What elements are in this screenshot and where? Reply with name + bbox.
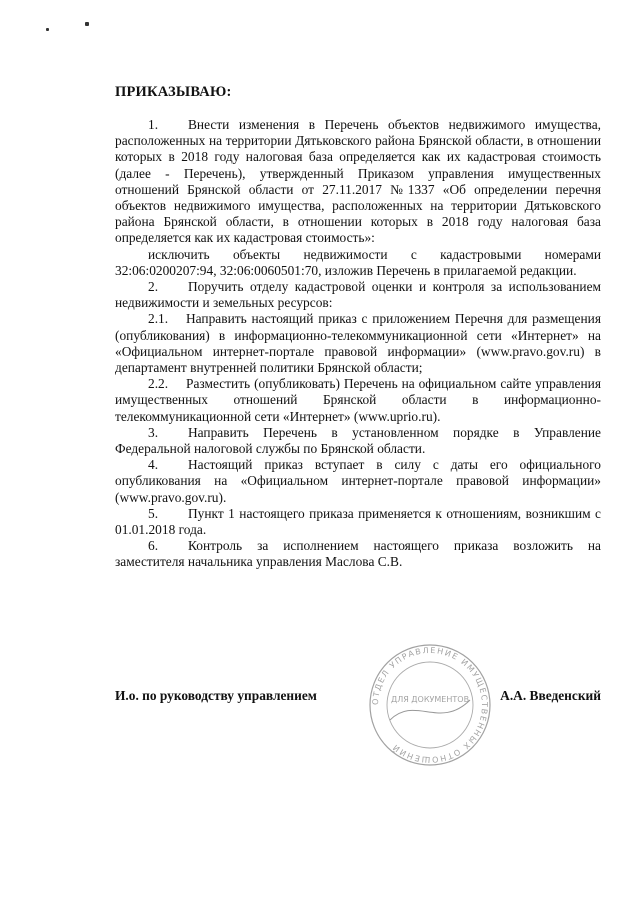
item-text: Разместить (опубликовать) Перечень на официальном сайте управления имущественных отношений Брянской области в информационно-телекоммуникационной сети «Интернет» (www.uprio.ru).: [115, 376, 601, 424]
stamp-outer-ring: [370, 645, 490, 765]
item-text: Поручить отделу кадастровой оценки и контроля за использованием недвижимости и земельных ресурсов:: [115, 279, 601, 311]
item-text: Направить настоящий приказ с приложением Перечня для размещения (опубликования) в информационно-телекоммуникационной сети «Интернет» на «Официальном интернет-портале правовой информации» (www.pravo.gov.ru) в департамент внутренней политики Брянской области;: [115, 311, 601, 376]
scan-dot: [85, 22, 89, 26]
signatory-position: И.о. по руководству управлением: [115, 688, 317, 703]
item-number: 3.: [148, 424, 159, 440]
item-2-2: [115, 376, 601, 425]
item-number: 2.1.: [148, 311, 169, 327]
item-number: 2.: [148, 279, 159, 295]
item-5: [115, 506, 601, 538]
item-number: 4.: [148, 457, 159, 473]
item-number: 1.: [148, 117, 159, 132]
stamp-center-text: ДЛЯ ДОКУМЕНТОВ: [390, 695, 470, 704]
item-number: 6.: [148, 538, 159, 554]
signatory-name: А.А. Введенский: [500, 688, 601, 703]
stamp-inner-ring: [387, 662, 473, 748]
item-text: исключить объекты недвижимости с кадастровыми номерами 32:06:0200207:94, 32:06:0060501:70, изложив Перечень в прилагаемой редакции.: [115, 246, 601, 278]
item-4: [115, 457, 601, 506]
item-2-1: [115, 311, 601, 376]
item-3: [115, 425, 601, 457]
stamp-ring-text: ОТДЕЛ УПРАВЛЕНИЕ ИМУЩЕСТВЕННЫХ ОТНОШЕНИЙ: [370, 645, 490, 765]
item-text: Пункт 1 настоящего приказа применяется к отношениям, возникшим с 01.01.2018 года.: [115, 505, 601, 538]
item-1-sub: [115, 247, 601, 279]
item-number: 2.2.: [148, 376, 169, 392]
item-text: Внести изменения в Перечень объектов недвижимого имущества, расположенных на территории Дятьковского района Брянской области, в отношении которых в 2018 году налоговая база определяется как их кадастровая стоимость (далее - Перечень), утвержденный Приказом управления имущественных отношений Брянской области от 27.11.2017 №1337 «Об определении перечня объектов недвижимого имущества, расположенных на территории Дятьковского района Брянской области, в отношении которых в 2018 году налоговая база определяется как их кадастровая стоимость»:: [115, 117, 601, 246]
item-6: [115, 538, 601, 570]
scan-dot: [46, 28, 49, 31]
item-text: Настоящий приказ вступает в силу с даты его официального опубликования на «Официальном интернет-портале правовой информации» (www.pravo.gov.ru).: [115, 457, 601, 505]
item-text: Контроль за исполнением настоящего приказа возложить на заместителя начальника управления Маслова С.В.: [115, 538, 601, 570]
official-stamp: [360, 640, 500, 770]
item-1: [115, 117, 601, 247]
order-heading: ПРИКАЗЫВАЮ:: [115, 84, 232, 100]
item-text: Направить Перечень в установленном порядке в Управление Федеральной налоговой службы по Брянской области.: [115, 424, 601, 457]
order-body: [115, 117, 601, 571]
item-number: 5.: [148, 505, 159, 521]
item-2: [115, 279, 601, 311]
